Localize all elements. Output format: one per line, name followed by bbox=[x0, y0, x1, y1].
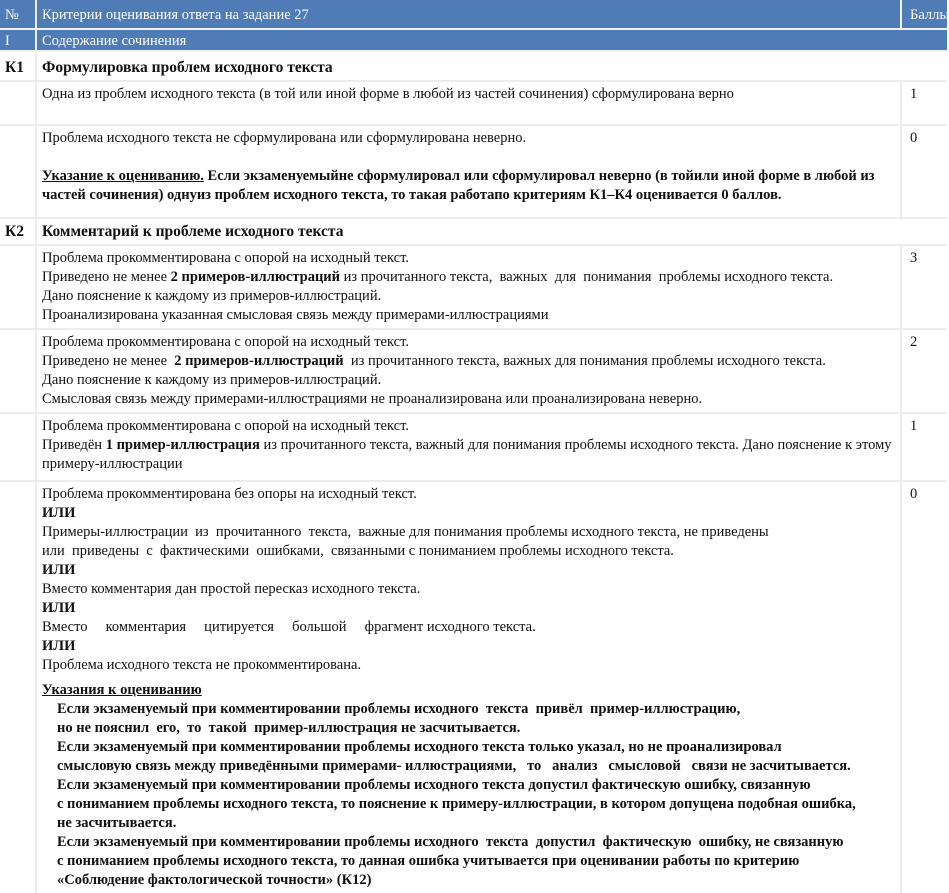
header-points-cell: Баллы bbox=[902, 0, 947, 30]
points-value: 1 bbox=[902, 414, 947, 482]
criterion-k2-title-row bbox=[0, 219, 947, 246]
section-row bbox=[0, 30, 947, 52]
row-number-cell bbox=[0, 126, 37, 219]
criterion-description: Проблема прокомментирована с опорой на исходный текст. Приведено не менее 2 примеров-иллюстраций из прочитанного текста, важных для понимания проблемы исходного текста. Дано пояснение к каждому из примеров-иллюстраций. Смысловая связь между примерами-иллюстрациями не проанализирована или проанализирована неверно. bbox=[37, 330, 902, 414]
row-number-cell bbox=[0, 414, 37, 482]
points-value: 2 bbox=[902, 330, 947, 414]
row-number-cell bbox=[0, 82, 37, 126]
criterion-description: Проблема исходного текста не сформулирована или сформулирована неверно. Указание к оцениванию. Если экзаменуемыйне сформулировал или сформулировал неверно (в тойили иной форме в любой из частей сочинения) однуиз проблем исходного текста, то такая работапо критериям К1–К4 оценивается 0 баллов. bbox=[37, 126, 902, 219]
table-header-row bbox=[0, 0, 947, 30]
points-value: 0 bbox=[902, 126, 947, 219]
points-value: 0 bbox=[902, 482, 947, 893]
criterion-k1-title: Формулировка проблем исходного текста bbox=[37, 52, 947, 82]
points-value: 1 bbox=[902, 82, 947, 126]
section-number-cell: I bbox=[0, 30, 37, 52]
criterion-k2-title: Комментарий к проблеме исходного текста bbox=[37, 219, 947, 246]
criterion-description: Одна из проблем исходного текста (в той или иной форме в любой из частей сочинения) сформулирована верно bbox=[37, 82, 902, 126]
row-number-cell bbox=[0, 330, 37, 414]
k2-score-1-row bbox=[0, 414, 947, 482]
k2-score-2-row bbox=[0, 330, 947, 414]
k2-score-0-row bbox=[0, 482, 947, 893]
k2-score-3-row bbox=[0, 246, 947, 330]
row-number-cell bbox=[0, 246, 37, 330]
criterion-k2-code: К2 bbox=[0, 219, 37, 246]
criterion-description: Проблема прокомментирована с опорой на исходный текст. Приведено не менее 2 примеров-иллюстраций из прочитанного текста, важных для понимания проблемы исходного текста. Дано пояснение к каждому из примеров-иллюстраций. Проанализирована указанная смысловая связь между примерами-иллюстрациями bbox=[37, 246, 902, 330]
points-value: 3 bbox=[902, 246, 947, 330]
header-criteria-cell: Критерии оценивания ответа на задание 27 bbox=[37, 0, 902, 30]
k1-score-0-row bbox=[0, 126, 947, 219]
criterion-k1-title-row bbox=[0, 52, 947, 82]
row-number-cell bbox=[0, 482, 37, 893]
criterion-description: Проблема прокомментирована с опорой на исходный текст. Приведён 1 пример-иллюстрация из прочитанного текста, важный для понимания проблемы исходного текста. Дано пояснение к этому примеру-иллюстрации bbox=[37, 414, 902, 482]
section-title: Содержание сочинения bbox=[37, 30, 947, 52]
k1-score-1-row bbox=[0, 82, 947, 126]
criterion-k1-code: К1 bbox=[0, 52, 37, 82]
criterion-description: Проблема прокомментирована без опоры на исходный текст. ИЛИ Примеры-иллюстрации из прочитанного текста, важные для понимания проблемы исходного текста, не приведены или приведены с фактическими ошибками, связанными с пониманием проблемы исходного текста. ИЛИ Вместо комментария дан простой пересказ исходного текста. ИЛИ Вместо комментария цитируется большой фрагмент исходного текста. ИЛИ Проблема исходного текста не прокомментирована. Указания к оцениванию Если экзаменуемый при комментировании проблемы исходного текста привёл пример-иллюстрацию, но не пояснил его, то такой пример-иллюстрация не засчитывается. Если экзаменуемый при комментировании проблемы исходного текста только указал, но не проанализировал смысловую связь между приведёнными примерами- иллюстрациями, то анализ смысловой связи не засчитывается. Если экзаменуемый при комментировании проблемы исходного текста допустил фактическую ошибку, связанную с пониманием проблемы исходного текста, то пояснение к примеру-иллюстрации, в котором допущена подобная ошибка, не засчитывается. Если экзаменуемый при комментировании проблемы исходного текста допустил фактическую ошибку, не связанную с пониманием проблемы исходного текста, то данная ошибка учитывается при оценивании работы по критерию «Соблюдение фактологической точности» (К12) bbox=[37, 482, 902, 893]
header-number-cell: № bbox=[0, 0, 37, 30]
